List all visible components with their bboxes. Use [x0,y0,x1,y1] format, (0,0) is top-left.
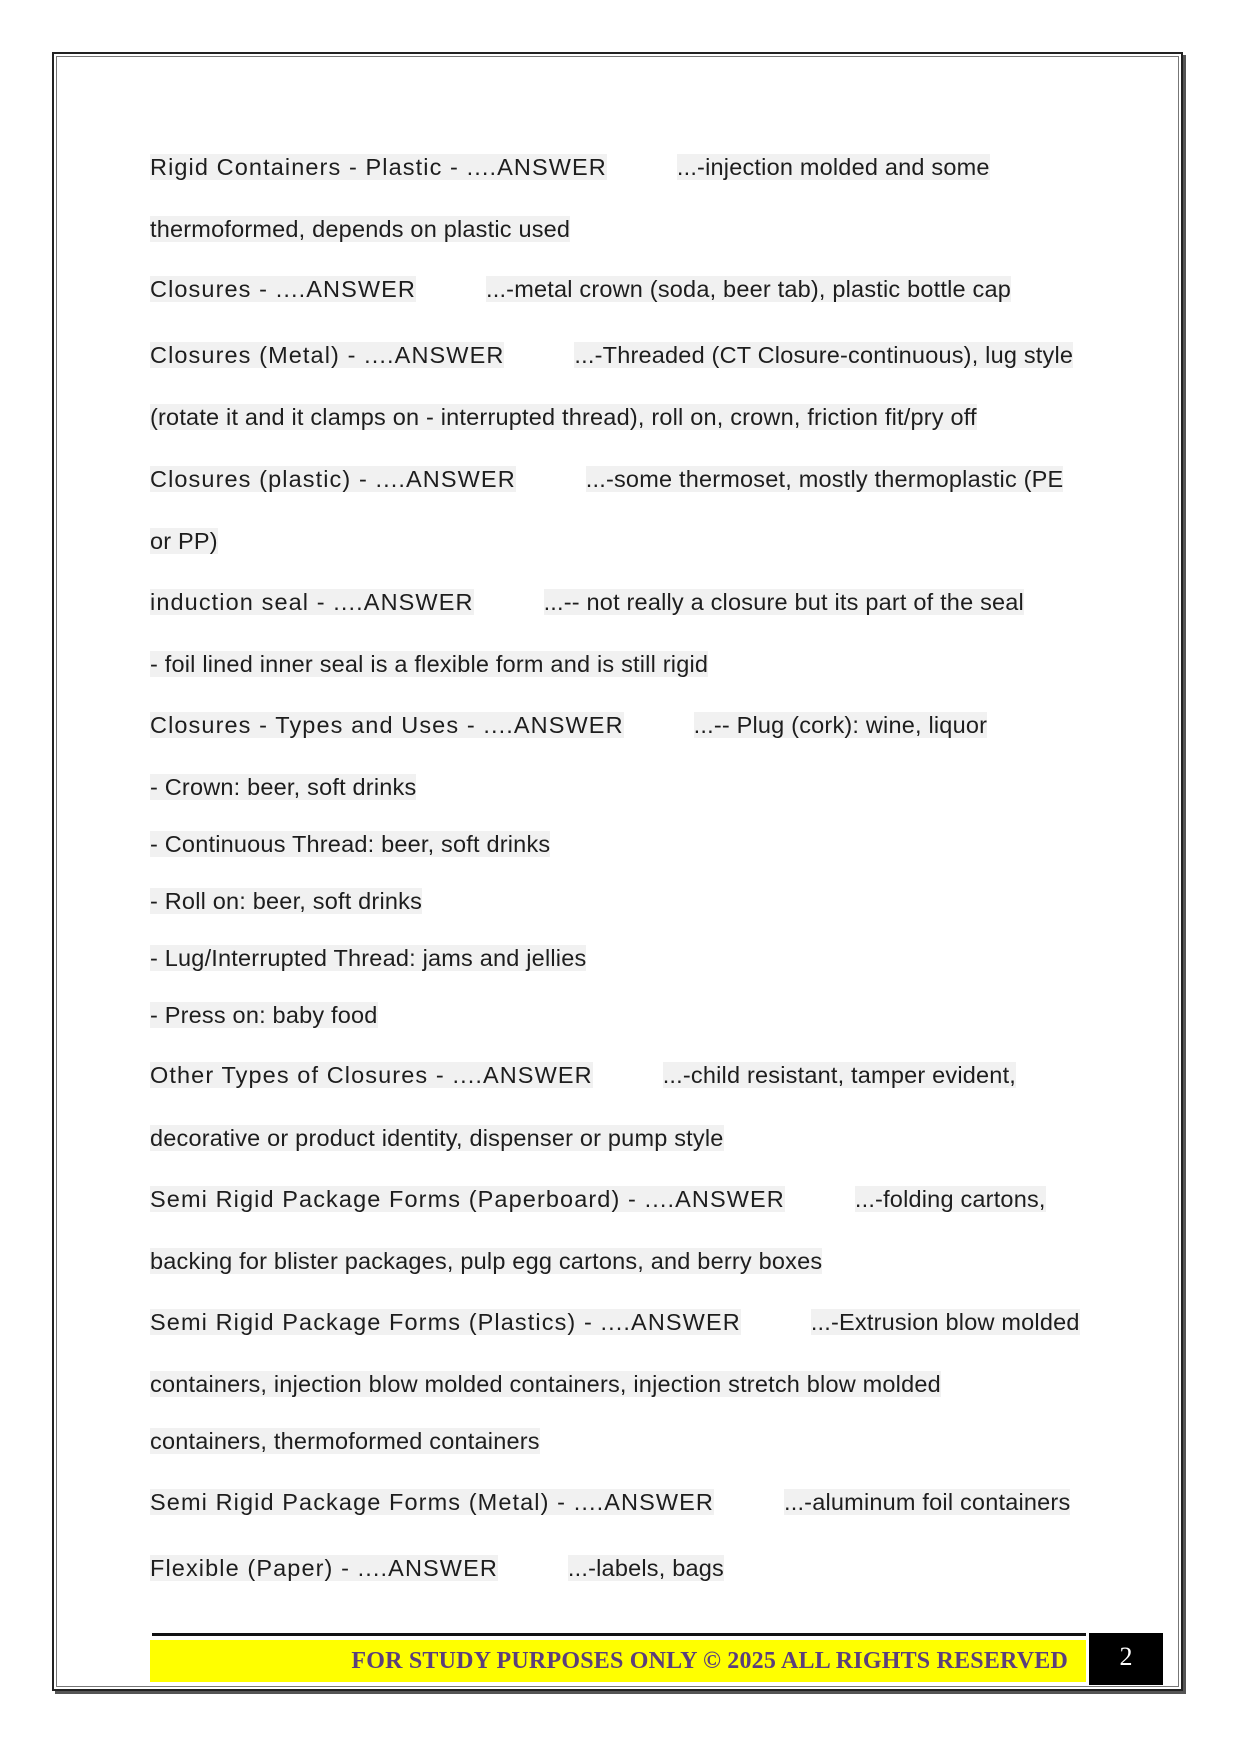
text-line [150,1246,822,1276]
continuation-text: (rotate it and it clamps on - interrupted thread), roll on, crown, friction fit/pry off [150,404,977,430]
text-line [150,649,708,679]
text-line [150,402,977,432]
answer-text: ...-injection molded and some [676,154,990,180]
answer-text: ...-labels, bags [567,1555,724,1581]
text-line [150,1123,724,1153]
answer-text: ...-Threaded (CT Closure-continuous), lug style [574,342,1074,368]
answer-text: ...-child resistant, tamper evident, [662,1062,1017,1088]
continuation-text: - Crown: beer, soft drinks [150,774,417,800]
text-line [150,214,570,244]
text-line [150,1060,1016,1090]
answer-text: ...-- not really a closure but its part of the seal [543,589,1024,615]
text-line [150,886,422,916]
answer-text: ...-folding cartons, [854,1186,1046,1212]
text-line [150,274,1011,304]
continuation-text: containers, thermoformed containers [150,1428,540,1454]
continuation-text: - Press on: baby food [150,1002,378,1028]
footer-notice: FOR STUDY PURPOSES ONLY © 2025 ALL RIGHTS RESERVED [351,1648,1068,1674]
continuation-text: containers, injection blow molded containers, injection stretch blow molded [150,1371,941,1397]
continuation-text: backing for blister packages, pulp egg cartons, and berry boxes [150,1248,823,1274]
question-text: Closures (Metal) - ....ANSWER [150,342,505,368]
text-line [150,526,218,556]
question-text: Semi Rigid Package Forms (Paperboard) - ....ANSWER [150,1186,785,1212]
text-line [150,1369,941,1399]
text-line [150,1487,1070,1517]
answer-text: ...-some thermoset, mostly thermoplastic (PE [585,466,1064,492]
text-line [150,152,990,182]
question-text: Closures - Types and Uses - ....ANSWER [150,712,624,738]
text-line [150,1000,378,1030]
continuation-text: thermoformed, depends on plastic used [150,216,571,242]
footer-rule [152,1633,1086,1636]
text-line [150,464,1063,494]
text-line [150,1553,724,1583]
continuation-text: decorative or product identity, dispenser or pump style [150,1125,724,1151]
text-line [150,340,1073,370]
continuation-text: - foil lined inner seal is a flexible form and is still rigid [150,651,709,677]
continuation-text: - Continuous Thread: beer, soft drinks [150,831,551,857]
answer-text: ...-Extrusion blow molded [810,1309,1080,1335]
question-text: induction seal - ....ANSWER [150,589,474,615]
question-text: Other Types of Closures - ....ANSWER [150,1062,593,1088]
answer-text: ...-aluminum foil containers [784,1489,1071,1515]
continuation-text: - Roll on: beer, soft drinks [150,888,423,914]
text-line [150,710,987,740]
answer-text: ...-metal crown (soda, beer tab), plastic bottle cap [485,276,1012,302]
text-line [150,587,1024,617]
text-line [150,829,550,859]
question-text: Flexible (Paper) - ....ANSWER [150,1555,498,1581]
question-text: Rigid Containers - Plastic - ....ANSWER [150,154,607,180]
continuation-text: - Lug/Interrupted Thread: jams and jellies [150,945,587,971]
question-text: Closures - ....ANSWER [150,276,416,302]
text-line [150,1426,540,1456]
question-text: Semi Rigid Package Forms (Metal) - ....ANSWER [150,1489,714,1515]
question-text: Closures (plastic) - ....ANSWER [150,466,516,492]
continuation-text: or PP) [150,528,218,554]
text-line [150,943,586,973]
answer-text: ...-- Plug (cork): wine, liquor [693,712,988,738]
text-line [150,772,416,802]
text-line [150,1307,1080,1337]
text-line [150,1184,1046,1214]
question-text: Semi Rigid Package Forms (Plastics) - ....ANSWER [150,1309,741,1335]
page-number: 2 [1089,1633,1163,1685]
